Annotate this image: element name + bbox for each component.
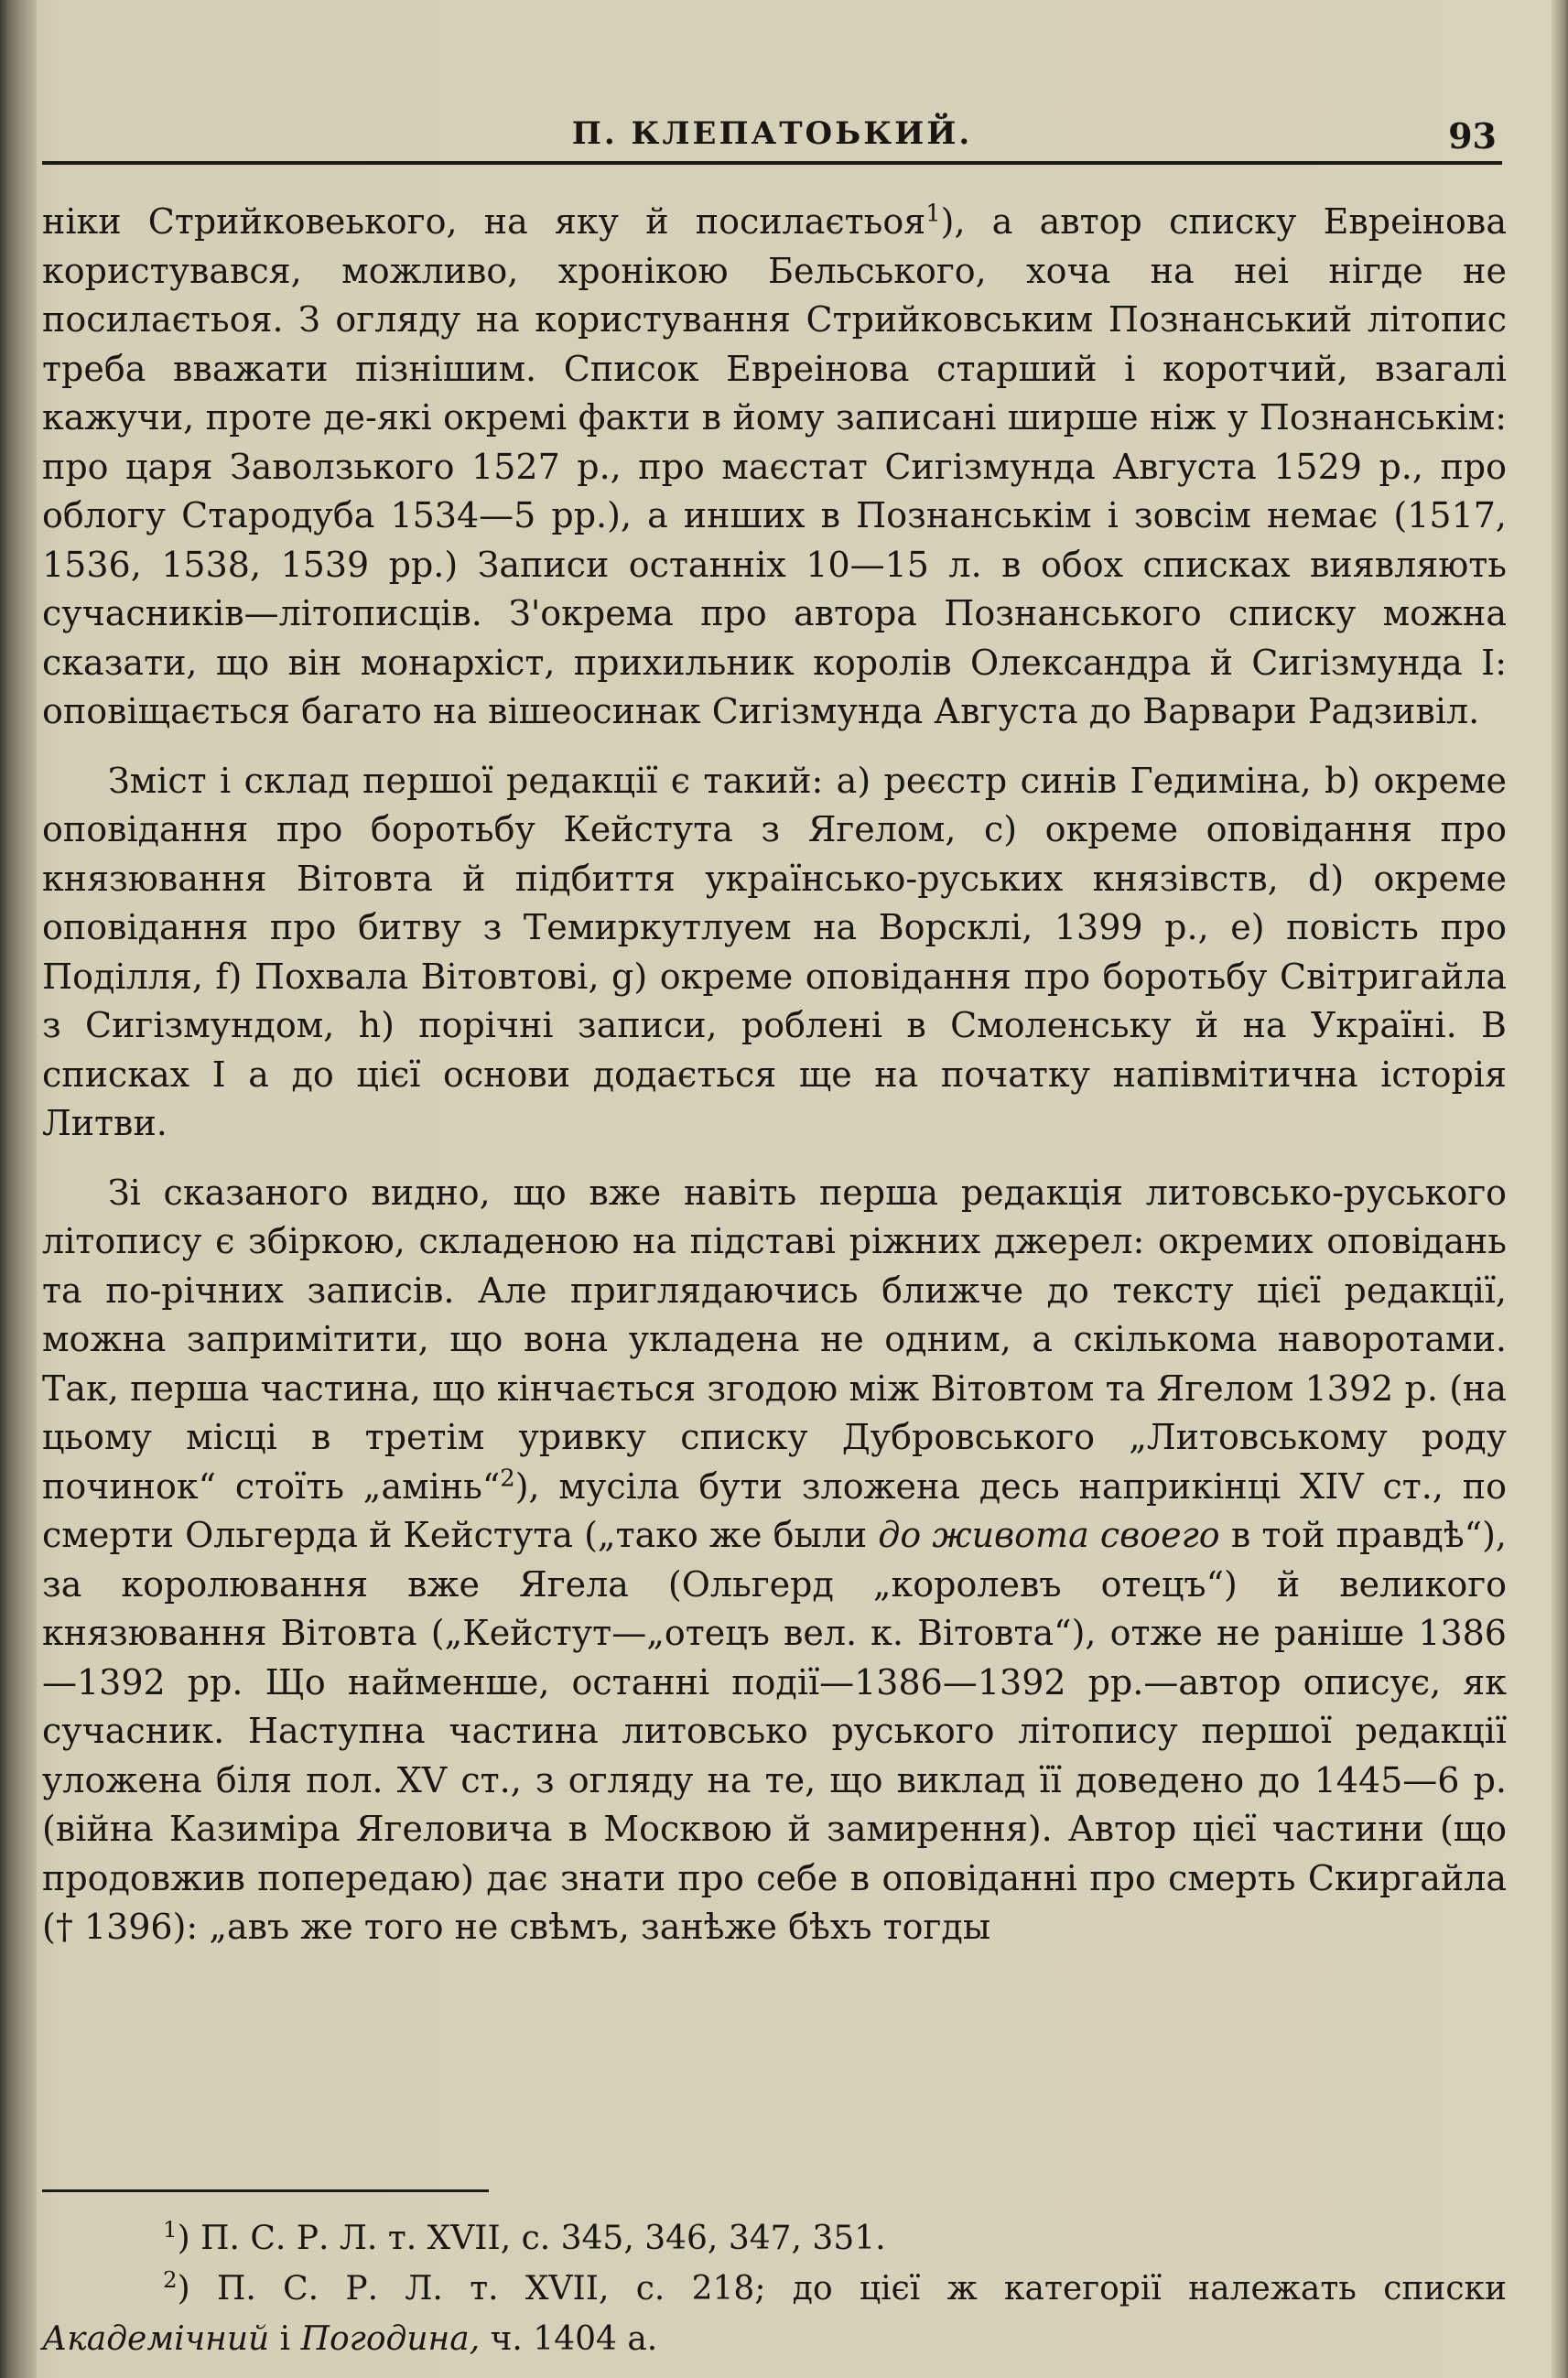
paragraph-1-text-continued: ), а автор списку Евреінова користувався, можливо, хронікою Бельського, хоча на неі нігде не посилаєтьоя. З огляду на користування Стрийковським Познанський літопис треба вважати пізнішим. Список Евреінова старший і коротчий, взагалі кажучи, проте де-які окремі факти в йому записані ширше ніж у Познанськім: про царя Заволзького 1527 р., про маєстат Сигізмунда Августа 1529 р., про облогу Стародуба 1534—5 рр.), а инших в Познанськім і зовсім немає (1517, 1536, 1538, 1539 рр.) Записи останніх 10—15 л. в обох списках виявляють сучасників—літописців. З'окрема про автора Познанського списку можна сказати, що він монархіст, прихильник королів Олександра й Сигізмунда I: оповіщається багато на вішеосинак Сигізмунда Августа до Варвари Радзивіл. (42, 201, 1507, 731)
binding-edge (0, 0, 37, 2378)
footnote-1-mark: 1 (163, 2216, 178, 2243)
paragraph-3-italic: до живота своего (878, 1515, 1220, 1555)
paragraph-3-text-2: ), мусіла бути зложена десь наприкінці XIV ст., по смерти Ольгерда й Кейстута („тако же были (42, 1465, 1507, 1555)
footnote-2-italic-2: Погодина, (300, 2320, 481, 2358)
footnote-2-italic-1: Академічний (42, 2320, 270, 2358)
footnote-2-end: ч. 1404 а. (480, 2320, 658, 2358)
footnotes (42, 2213, 1507, 2364)
header-rule (42, 161, 1502, 165)
footnote-ref-2: 2 (500, 1464, 515, 1492)
footnote-2-mark: 2 (163, 2266, 178, 2293)
footnote-2-join: і (269, 2320, 301, 2358)
footnote-rule (42, 2189, 489, 2192)
right-page-edge (1552, 0, 1568, 2378)
running-head: П. КЛЕПАТОЬКИЙ. (571, 115, 973, 152)
paragraph-3-text: Зі сказаного видно, що вже навіть перша редакція литовсько-руського літопису є збіркою, складеною на підставі ріжних джерел: окремих оповідань та по-річних записів. Але приглядаючись ближче до тексту цієї редакції, можна запримітити, що вона укладена не одним, а скількома наворотами. Так, перша частина, що кінчається згодою між Вітовтом та Ягелом 1392 р. (на цьому місці в третім уривку списку Дубровського „Литовському роду починок“ стоїть „амінь“ (42, 1172, 1507, 1507)
page-number: 93 (1448, 115, 1497, 157)
footnote-ref-1: 1 (925, 200, 941, 228)
footnote-2-text: ) П. С. Р. Л. т. XVII, с. 218; до цієї ж категорії належать списки (177, 2270, 1507, 2308)
paragraph-2: Зміст і склад першої редакції є такий: а) реєстр синів Гедиміна, b) окреме оповідання про боротьбу Кейстута з Ягелом, с) окреме оповідання про князювання Вітовта й підбиття українсько-руських князівств, d) окреме оповідання про битву з Темиркутлуем на Ворсклі, 1399 р., е) повість про Поділля, f) Похвала Вітовтові, g) окреме оповідання про боротьбу Світригайла з Сигізмундом, h) порічні записи, роблені в Смоленську й на Україні. В списках I а до цієї основи додається ще на початку напівмітична історія Литви. (42, 760, 1507, 1143)
main-text (42, 198, 1507, 1973)
footnote-2 (42, 2264, 1507, 2364)
paragraph-1-text: ніки Стрийковеького, на яку й посилаєтьоя (42, 201, 926, 242)
page-header (42, 108, 1502, 172)
paragraph-3 (42, 1169, 1507, 1952)
paragraph-1 (42, 198, 1507, 737)
paragraph-3-text-3: в той правдѣ“), за королювання вже Ягела (Ольгерд „королевъ отецъ“) й великого князювання Вітовта („Кейстут—„отецъ вел. к. Вітовта“), отже не раніше 1386—1392 рр. Що найменше, останні події—1386—1392 рр.—автор описує, як сучасник. Наступна частина литовсько руського літопису першої редакції уложена біля пол. XV ст., з огляду на те, що виклад її доведено до 1445—6 р. (війна Казиміра Ягеловича в Москвою й замирення). Автор цієї частини (що продовжив попередаю) дає знати про себе в оповіданні про смерть Скиргайла († 1396): „авъ же того не свѣмъ, занѣже бѣхъ тогды (42, 1515, 1507, 1947)
footnote-1-text: ) П. С. Р. Л. т. XVII, с. 345, 346, 347, 351. (177, 2220, 886, 2257)
footnote-1 (42, 2213, 1507, 2264)
